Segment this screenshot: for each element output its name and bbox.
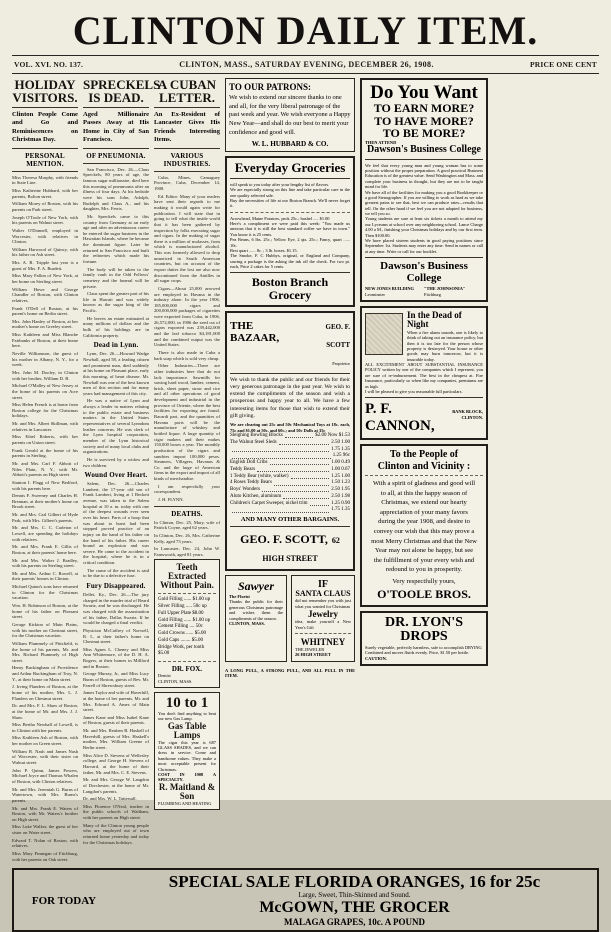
teeth-ad[interactable] [154, 559, 220, 688]
patrons-ad[interactable] [225, 78, 355, 152]
column-5 [360, 78, 488, 864]
grapes-line: MALAGA GRAPES, 10c. A POUND [283, 916, 425, 927]
page-columns [12, 78, 599, 864]
sawyer-florist-ad[interactable] [225, 575, 287, 662]
col2-body: San Francisco, Dec. 26.—Claus Spreckels, 80 years of age, the famous sugar millionaire, died here this morning of pneumonia after an illness of four days. At his bedside were his sons John, Adolph, Rudolph and Claus A., and his daughter, Mrs. Ferris. Mr. Spreckels came to this country from Germany at an early age and after an adventurous career he entered the sugar business in the Hawaiian Islands, where he became the dominant figure. Later he returned to San Francisco and built the refineries which made his fortune. The body will be taken to the family vault in the Odd Fellows' cemetery and the funeral will be private. Claus spent the greater part of his life in Hawaii and was widely known as the sugar king of the Pacific. He leaves an estate estimated at many millions of dollars and the bulk of his holdings are in California property. [83, 166, 149, 338]
col1-body: Miss Theresa Murphy, with friends in State Line. Miss Katherine Hubbard, with her parents, Bolton street. William Morey of Boston, with his parents on Park street. Joseph O'Toole of New York, with his parents on Walnut street. Walter O'Donnell, employed in Worcester, with relatives in Clinton. William Harwood of Quincy, with his father on Ash street. Mrs. A. R. Tripple last year is a guest of Mrs. F. A. Burdett. Miss Mary Fallon of New York, at her home on Sterling street. William Howe and George Chandler of Boston, with Clinton relatives. Frank O'Dell of Boston, at his parent's home on Berlin street. Mrs. John Hanley of Boston, at her mother's home on Greeley street. Miss Kathleen and Miss Blanche Fairbanks of Boston, at their home here. Neville Williamson, the guest of his mother in Albany, N. Y., for a week. Mrs. John M. Dooley, in Clinton with her brother, William D. B. Michael O'Malley of New Jersey at the home of his parents on Acre street. Miss Helen French is at home from Boston college for the Christmas holidays. Mr. and Mrs. Albert Skillman, with relatives in Lancaster. Miss Ethel Roberts, with her parents on Union street. Frank Gerald at the home of his parents in Sterling. Mr. and Mrs. Carl F. Abbott of Niles Plain, N. Y., with Mr. Abbott's parents on High street. Stanton I. Flagg of New Bedford, with his parents here. Dennis F. Sweeney and Charles H. Brennan, at their mother's home on Brook street. Mr. and Mrs. Carl Gilbert of Hyde Park, with Mrs. Gilbert's parents. Mr. and Mrs. C. C. Carleton of Lowell, are spending the holidays with relatives. Mr. and Mrs. Frank E. Gillis of Boston, at their parents' home here. Mr. and Mrs. Walter J. Bradley, with his parents on Sterling street. Mr. and Mrs. Arthur C. Rowell, at their parents' homes in Clinton. Michael Quinn's sons have returned to Clinton for the Christmas vacation. Wm. H. Robinson of Boston, at the home of his father on Pleasant street. George Kirkton of Main Plains, with his mother on Chestnut street, for the Christmas vacation. William Plummely of Pittsfield, is the home of his parents, Mr. and Mrs. Richard Plummely of High street. Henry Buckingham of Providence and Arthur Buckingham of Troy, N. Y., at their home on Main street. J. Irving Flanders of Boston, at the home of his mother, Mrs. L. J. Flanders on Chestnut street. Dr. and Mrs. F. L. Shaw of Boston, at the home of Mr. and Mrs. J. J. Shaw. Miss Bertha Newhall of Lowell, is in Clinton with her parents. Miss Kathleen Ash of Boston, with her mother on Green street. William B. Nash and James Nash of Worcester, with their sister on Walnut street. John P. Quinn, James Powers, Michael Joyce and Thomas Whalen of Boston, with Clinton relatives. Mr. and Mrs. Jeremiah G. Burns of Watertown, with Mrs. Burns's parents. Mr. and Mrs. Frank E. Waters of Boston, with Mr. Waters's brother on High street. Miss Luke Walker, the guest of her sister on Water street. Edward T. Nolan of Boston, with relatives. Miss Mary Finnegan of Fitchburg, with her parents on Oak street. [12, 174, 78, 862]
florist-address: CLINTON, MASS. [229, 620, 265, 626]
bazaar-body: We wish to thank the public and our friends for their very generous patronage in the past year. We wish to extend the compliments of the season and wish a prosperous and happy year to all. We have a few interesting items for those that wish to extend their gift giving. [230, 376, 350, 419]
dawson-branch-1: NEW JONES BUILDING [365, 286, 414, 292]
ten-to-one: 10 to 1 [165, 694, 209, 711]
drops-sub-1: Surely vegetable, perfectly harmless, safe to accomplish DRYING [365, 645, 482, 651]
dawson-then-attend: THEN ATTEND [365, 139, 397, 145]
jewelry-body: idea, make yourself a New Year's Gift [295, 619, 351, 630]
headline-holiday-2: VISITORS. [12, 90, 78, 105]
drops-caution: CAUTION. [365, 655, 387, 661]
masthead-rule [12, 55, 599, 56]
grocery-price-1: Here's a compliment we were paid this week: "You made us anxious that it is still the best standard coffee we have in town." You know it is 25 cents. [230, 221, 350, 237]
florist-name: Sawyer [238, 579, 274, 593]
santa-body: did not remember you with just what you wanted for Christmas [295, 598, 351, 609]
volume-number: VOL. XVI. NO. 137. [14, 60, 84, 69]
dawson-body-4: We have placed sixteen students in good paying positions since September 1st. Students may enter any time. Send in names or call at any time. Write or call for our booklet. [365, 237, 483, 254]
plumber-trade: PLUMBING AND HEATING [158, 800, 212, 806]
industries-head: VARIOUS INDUSTRIES. [163, 151, 211, 168]
deaths-head: DEATHS. [171, 509, 203, 518]
headline-cuban-1: A CUBAN [157, 77, 217, 92]
column-2 [83, 77, 161, 864]
price: PRICE ONE CENT [530, 60, 597, 69]
cuban-lede: An Ex-Resident of Lancaster Gives His Friends Interesting Items. [154, 111, 220, 144]
jewelry-word: Jewelry [308, 609, 338, 620]
dead-in-lynn-head: Dead in Lynn. [93, 341, 139, 350]
dawson-college-ad[interactable] [360, 78, 488, 302]
santa-claus-head: SANTA CLAUS [295, 589, 351, 598]
grocery-price-4: The Smoke, F. C Hubbys, original, or England and Company, sawing a package is the asking the ink off the check. For two pt. each, Price 2 cakes for 5 cents. [230, 253, 350, 270]
patrons-body: We wish to extend our sincere thanks to one and all, for the very liberal patronage of the past week and year. We wish everyone a Happy New Year—and shall do our best to merit your confidence and good will. [229, 94, 351, 136]
pneumonia-head: OF PNEUMONIA. [86, 151, 146, 160]
dentist-address: CLINTON, MASS. [158, 678, 193, 684]
dawson-branch-2-city: Fitchburg [424, 291, 441, 297]
dawson-line2: TO EARN MORE? [373, 101, 475, 115]
insurance-agent-address: BANK BLOCK, CLINTON. [452, 409, 483, 420]
grocery-line-0: We are especially strong on this line and take particular care in the one quality selected sale. [230, 187, 350, 198]
insurance-title: In the Dead of Night [407, 309, 462, 330]
dawson-line4: TO BE MORE? [382, 126, 466, 141]
col2-body3: Salem, Dec. 26.—Charles Lambert, the 17-year old son of Frank Lambert, living at 1 Beckett avenue, was taken to the Salem hospital at 10 a. m. today with one of the deepest wounds ever seen over his heart. Parts of a hoop that was about to burst had been stopped proved practice of an injury on the hand of his father on the hand of his father. His career bound an explosion and was severe. He came to the accident in the hospital, where he is in a critical condition. The cause of the accident is said to be due to a defective fuse. [83, 481, 149, 579]
deaths-body: In Clinton, Dec. 25, Mary, wife of Patrick Coyne, aged 62 years. In Clinton, Dec. 26, Mrs. Catherine Kelly, aged 73 years. In Lancaster, Dec. 24, John W. Farnsworth, aged 81 years. [154, 519, 220, 557]
whitney-jeweler-ad[interactable] [291, 575, 355, 662]
personal-mention-head: PERSONAL MENTION. [25, 151, 65, 168]
insurance-agent-name: P. F. CANNON, [365, 401, 435, 435]
wound-over-heart-head: Wound Over Heart. [84, 471, 148, 480]
gas-lamp-line2: Gas Table Lamps [167, 720, 207, 740]
bazaar-sub: We are clearing out 25c and 50c Mechanical Toys at 18c. each, 75c and $1.00 at 50c. and 60c.; and 50c Dolls at 35c [230, 422, 350, 433]
grocery-title: Everyday Groceries [234, 160, 346, 176]
dawson-body-2: We have all of the facilities for making you a good Bookkeeper or a good Stenographer. If you are willing to work as hard as we take greatest pains to see that, best we can produce rates—results that tell. On the other hand if we feel you are not adapted for business, we tell you so. [365, 189, 483, 217]
masthead-rule-2 [12, 73, 599, 74]
col2-body2: Lynn, Dec. 26.—Howard Wadge Newhall, aged 58, a leading citizen and prominent man, died suddenly at his home on Pleasant place, early this morning, of heart disease. Mr. Newhall was one of the best known men of this section and for many years had management of this city. He was a native of Lynn and always a leader in matters relating to the public estate and business matters in the United States representatives of several Lynndom leather concerns. He was clerk of the Lynn hospital corporation, member of the Lynn historical society and of many local clubs and organizations. He is survived by a widow and two children. [83, 351, 149, 468]
bottom-ad-main [116, 873, 593, 926]
grocer-name: McGOWN, THE GROCER [259, 899, 450, 917]
grocery-price-2: Pea Beans, 6 lbs. 25c.; Yellow Eye, 2 qts. 25c.; Fancy, quart ...... 10c. [230, 237, 350, 248]
teeth-ad-line1: Teeth Extracted [168, 562, 206, 582]
otoole-ad[interactable] [360, 444, 488, 606]
dawson-line3: TO HAVE MORE? [374, 113, 474, 128]
item-slogan: A LONG PULL, A STRONG PULL, AND ALL PULL IN THE ITEM. [225, 667, 355, 679]
col3-body: Cuba, Mines, Camaguey Province, Cuba, December 14, 1908. Ed. Editor: Many of your readers have sent their regards to me making it would again write for publication. I will state that in going to tell what the inside world that it has been gathered by inspection by folks executing sugar and cigars. In the making of sugar there is a million of molasses, from which is manufactured alcohol. This was formerly allowed to drop unnoticed in South American countries, but on account of the export duties the lost are also now discontinued from the Antilles in all sugar crops. Cigars—About 25,000 arrowed are employed in Havana in the industry alone. In the year 1906, 185,000,000 cigars and 200,000,000 packages of cigarettes were exported from Cuba, in 1906, 26,572,000, in 1906 the seed cut of cigars exported was 239,442,000 and the leaf tobacco $4,181,000 and the combined output was the United States. There is also made in Cuba a bark soap which is sold very cheap. Other Industries—There are other industries here that do not lack importance. Sawmills for sawing hard wood, lumber, cement, brick, sheet paper, straw and rice and all other operations of good development and industrial in the province of Oriente, where the best facilities for exporting are found. Bacardi part, and the quantities of Havana ports will be the manufacture of whiskey and bottled liquor. A large quantity of cigar makers and their makes 150,000 boxes a year. The monthly production of the cigars and sundries import 100,000 pesos. Steamers, Villagers, Havanas & Co. and the large of American firms in the export and import of all kinds of merchandise. I am respectfully your correspondent. J. H. FLYNN. [154, 174, 220, 502]
gas-lamp-line4: COST IN 1908 A SPECIALTY. [158, 771, 216, 783]
gas-lamp-line1: You don't find anything to beat our new Gas Lamp. [158, 710, 216, 722]
insurance-body-2: ALL EXCITEMENT ABOUT SUBSTANTIAL INSURANCE POLICY written by one of the companies which I represent, you are sure of re-imbursement. The best in the cheapest at. Fire Insurance, particularly so when like my companies, premiums are as high. [365, 362, 483, 389]
plumber-name: R. Maitland & Son [158, 781, 216, 801]
teeth-ad-line2: Without Pain. [160, 580, 214, 591]
dawson-college-name-top: Dawson's Business College [367, 144, 481, 156]
jeweler-trade: THE JEWELER [295, 646, 325, 652]
bottom-grocer-ad[interactable] [12, 868, 599, 931]
holiday-lede: Clinton People Come and Go and Reminiscences on Christmas Day. [12, 111, 78, 144]
headline-holiday-1: HOLIDAY [14, 77, 76, 92]
grocery-line-1: Buy the necessities of life at our Boston Branch. We'll never forget it. [230, 197, 350, 209]
dr-lyons-drops-ad[interactable] [360, 611, 488, 667]
dawson-branch-1-city: Leominster [365, 291, 385, 297]
dawson-line1: Do You Want [370, 82, 478, 103]
headline-cuban-2: LETTER. [159, 90, 215, 105]
column-1 [12, 78, 78, 864]
dawson-body-3: Young students are sure at least six tickets a month to attend my our Lyceums at school over any neighboring school. Lance Charge 4.00 a M., finishing your Christmas holidays and by our first term. Then $100.00. [365, 216, 483, 238]
dentist-name: DR. FOX. [171, 665, 203, 674]
col2-body4: Dellet, Ky., Dec. 26.—The jury charged in the murder trial of Beard Swartz, and he was discharged. He was charged with the assassination of his father, Dallas Swartz. If he would be charged a final verdict. Physician McCaffrey of Norwell, R. I., at their father's home on Chestnut street. Miss Agnes L. Cheney and Miss Ann Whittemore, of the D. H. A. Rogers, at their homes in Millford and in Boston. George Murray, Jr., and Miss Lucy Burns of Boston, guests of Rev. Mr. Farrell of Shrewsbury street. James Taylor and wife of Haverhill, at the home of her parents, Mr. and Mrs. Edward A. Ames of Main street. James Kane and Miss Isabel Kane of Boston, guests of their parents. Mr. and Mrs. Reuben B. Haskell of Haverhill, guests of Mrs. Haskell's mother, Mrs. William Greene of Berlin street. Miss Alice D. Stevens of Wellesley college, and George H. Stevens of Harvard, at the home of their father, Mr. and Mrs. C. E. Stevens. Mr. and Mrs. George W. Langdon of Dorchester, at the home of Mr. Langdon's parents. Dr. and Mrs. W. L. Tattersall. Miss Florence O'Neal, teacher in the public schools of Waltham, with her parents on High street. Many of the Clinton young people who are employed out of town returned home yesterday and today for the Christmas holidays. [83, 592, 149, 845]
if-head: IF [318, 579, 328, 590]
insurance-ad[interactable] [360, 306, 488, 440]
insurance-body-3: I will be pleased to give you reasonable full particulars. [365, 388, 463, 394]
insurance-body-1: When a fire alarm sounds, one is likely to think of taking out an insurance policy, but then it is too late for the person whose property is destroyed. Your house or other goods may burn tomorrow, but it is insurable today. [407, 329, 483, 362]
place-date: CLINTON, MASS., SATURDAY EVENING, DECEMBER 26, 1908. [179, 60, 434, 69]
bazaar-proprietor-name: GEO. F. SCOTT [325, 322, 350, 349]
grocery-store-name: Boston Branch Grocery [251, 275, 329, 303]
dawson-college-name: Dawson's Business College [380, 260, 468, 284]
gas-lamp-ad[interactable] [154, 692, 220, 810]
newspaper-title: CLINTON DAILY ITEM. [72, 8, 539, 53]
jury-disappeared-head: Fury Disappeared. [86, 582, 146, 591]
bottom-ad-today [18, 894, 110, 907]
otoole-name: O'TOOLE BROS. [377, 586, 471, 601]
grocery-intro: will speak to you today after your lengthy list of flavors. [230, 181, 330, 187]
grocery-price-0: Arrowhead, Maine Potatoes, peck 25c.; bushel ..... $1.00 [230, 215, 330, 221]
headline-spreckels-1: SPRECKELS [83, 77, 161, 92]
otoole-title-2: Clinton and Vicinity : [377, 460, 471, 472]
otoole-signoff: Very respectfully yours, [392, 577, 456, 585]
patrons-signature: W. L. HUBBARD & CO. [251, 140, 329, 149]
otoole-body: With a spirit of gladness and good will to all, at this the happy season of Christmas, we extend our hearty appreciation of your many favors during the year 1908, and desire to convey our wish that this may prove a most Merry Christmas and that the New Year may not alone be happy, but see the fulfillment of your every wish and redound to you in prosperity. [371, 480, 477, 574]
spreckels-lede: Aged Millionaire Passes Away at His Home in City of San Francisco. [83, 111, 149, 144]
florist-trade: The Florist [229, 594, 250, 599]
drops-title: DR. LYON'S DROPS [384, 614, 464, 645]
dentist-title: Dentist [158, 673, 171, 679]
bazaar-title: THE BAZAAR, [230, 319, 280, 344]
headline-spreckels-2: IS DEAD. [88, 90, 144, 105]
otoole-title-1: To the People of [389, 449, 459, 461]
dawson-body-1: We feel that every young man and young woman has to some position without the proper preparation. A good practical Business Education is of the greatest value. Send Washington and Mass. and complete your business in thought, but they are not to be taught mind for life. [365, 162, 483, 190]
jeweler-name: WHITNEY [300, 636, 346, 647]
orange-sale-sub: Large, Sweet, Thin-Skinned and Sound. [298, 891, 411, 900]
bazaar-proprietor-label: Proprietor [332, 360, 350, 366]
bazaar-items: Sleighing Bowling Blocks $2.00 Now $1.53 The Walnut Steel Sleds 2.50 1.00 1.75 1.35 1.25 96c English Doll Cribs 1.00 0.49 Teddy Bears 1.00 0.67 1 Teddy Bear (white, walker) 1.25 1.00 4 Roses Teddy Bears 1.50 1.23 Boys' Wonders 2.50 1.95 Aluto Kitchen, aluminum 2.50 1.98 Children's Carpet Sweeper, nickel trim 1.25 0.90 1.75 1.35 [230, 433, 350, 513]
patrons-head: TO OUR PATRONS: [229, 82, 312, 92]
drops-sub-2: Combined and moves fluids evenly. Price, $1.50 per bottle. [365, 650, 470, 656]
grocery-price-3: Best quart ...... 8c. ; 3 lb. boxes, $1.15. [230, 247, 298, 253]
column-4 [225, 78, 355, 864]
masthead-info-line [12, 59, 599, 70]
column-3 [154, 78, 220, 864]
fire-illustration [365, 313, 403, 355]
dawson-branch-2: "THE JOHNSONIA" [424, 286, 466, 292]
teeth-ad-prices: Gold Filling ...... $1.00 up Silver Filling ..... 50c up Full Upper Plate $8.00 Gold Filling ...... $1.00 up Cement Filling .... 50c Gold Crowns ...... $5.00 Gold Caps ........ $5.00 Bridge Work, per tooth $5.00 [158, 597, 211, 657]
col4-lower-row [225, 575, 355, 666]
orange-sale-headline: SPECIAL SALE FLORIDA ORANGES, 16 for 25c [168, 872, 541, 892]
masthead [12, 10, 599, 52]
bazaar-ad[interactable] [225, 311, 355, 571]
bazaar-footer: GEO. F. SCOTT, 62 HIGH STREET [240, 532, 340, 563]
grocery-ad[interactable] [225, 156, 355, 306]
gas-lamp-line3: The cigar this year is 687 GLASS SHADES, and we can dress in service. Come and handsome values. They make a most acceptable present for Christmas. [158, 739, 216, 772]
for-today-label: FOR TODAY [31, 894, 97, 907]
bazaar-tagline: AND MANY OTHER BARGAINS. [240, 516, 340, 523]
florist-body: Thanks the public for their generous Christmas patronage and wishes them the compliments of the season. [229, 599, 283, 621]
jeweler-address: 26 HIGH STREET [295, 652, 331, 658]
